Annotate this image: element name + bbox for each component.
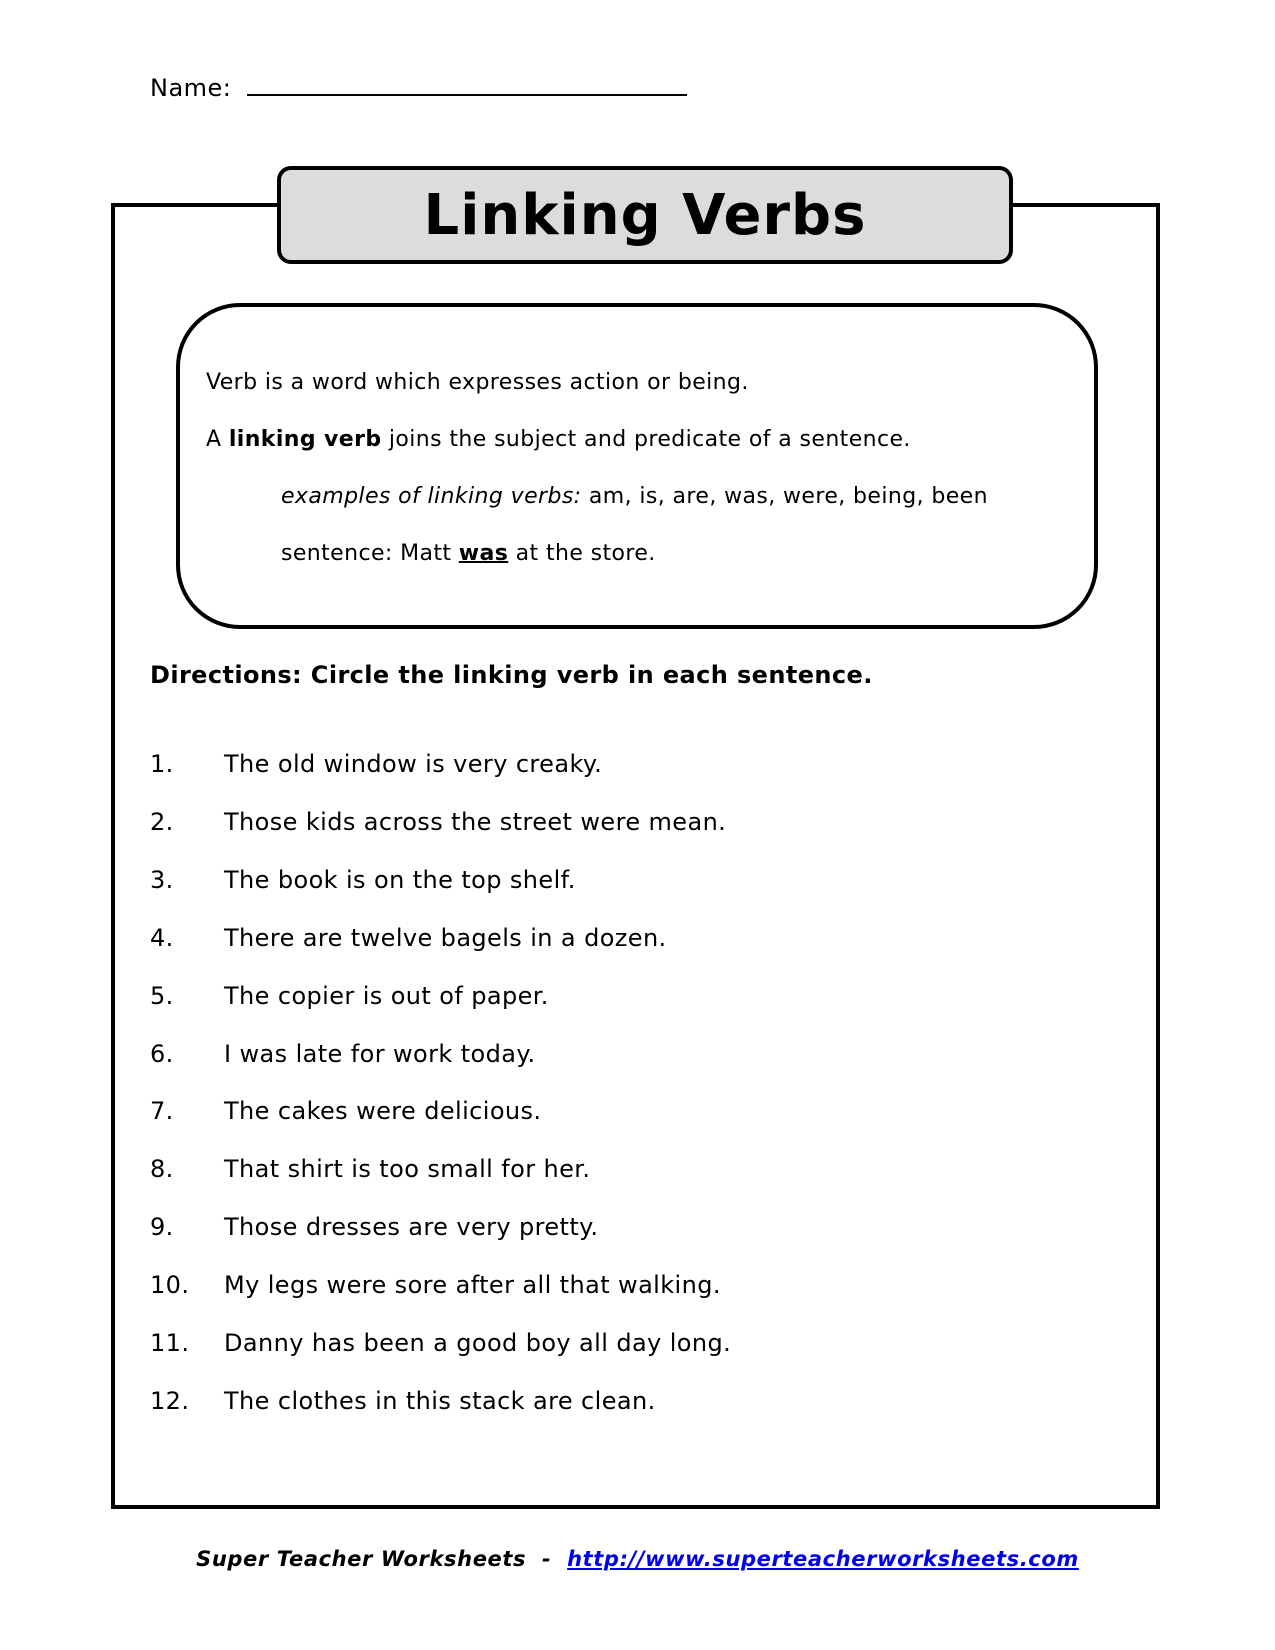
question-number: 10. xyxy=(150,1271,190,1299)
example-sentence-end: at the store. xyxy=(508,541,656,566)
question-sentence: I was late for work today. xyxy=(224,1040,536,1068)
question-number: 4. xyxy=(150,924,174,952)
question-item[interactable] xyxy=(150,982,549,1010)
question-number: 5. xyxy=(150,982,174,1010)
question-number: 12. xyxy=(150,1387,190,1415)
question-sentence: Danny has been a good boy all day long. xyxy=(224,1329,732,1357)
question-number: 6. xyxy=(150,1040,174,1068)
linking-verb-term: linking verb xyxy=(228,427,382,452)
question-item[interactable] xyxy=(150,1329,731,1357)
question-sentence: The book is on the top shelf. xyxy=(224,866,576,894)
question-number: 3. xyxy=(150,866,174,894)
question-sentence: Those dresses are very pretty. xyxy=(224,1213,599,1241)
question-item[interactable] xyxy=(150,1271,721,1299)
question-item[interactable] xyxy=(150,924,667,952)
example-sentence-label: sentence: Matt xyxy=(281,541,459,566)
definition-line-2 xyxy=(206,427,911,452)
footer-brand: Super Teacher Worksheets xyxy=(196,1547,527,1571)
question-item[interactable] xyxy=(150,1387,656,1415)
name-field xyxy=(150,72,687,102)
question-sentence: That shirt is too small for her. xyxy=(224,1155,591,1183)
example-sentence-line xyxy=(281,541,656,566)
definition-line-1: Verb is a word which expresses action or being. xyxy=(206,370,749,395)
question-item[interactable] xyxy=(150,750,602,778)
question-item[interactable] xyxy=(150,866,576,894)
question-item[interactable] xyxy=(150,1213,598,1241)
question-item[interactable] xyxy=(150,1040,536,1068)
question-item[interactable] xyxy=(150,1097,541,1125)
name-blank-line[interactable] xyxy=(247,72,687,96)
question-number: 9. xyxy=(150,1213,174,1241)
question-sentence: The copier is out of paper. xyxy=(224,982,549,1010)
footer-url-link[interactable]: http://www.superteacherworksheets.com xyxy=(567,1547,1079,1571)
question-sentence: There are twelve bagels in a dozen. xyxy=(224,924,667,952)
examples-label: examples of linking verbs: xyxy=(281,484,582,509)
question-sentence: The clothes in this stack are clean. xyxy=(224,1387,656,1415)
question-number: 8. xyxy=(150,1155,174,1183)
directions-text: Directions: Circle the linking verb in each sentence. xyxy=(150,661,873,689)
footer-separator: - xyxy=(526,1547,568,1571)
title-banner xyxy=(277,166,1013,264)
definition-line-2-suffix: joins the subject and predicate of a sentence. xyxy=(381,427,911,452)
name-label: Name: xyxy=(150,74,232,102)
definition-line-2-prefix: A xyxy=(206,427,229,452)
examples-line xyxy=(281,484,988,509)
example-sentence-verb: was xyxy=(458,541,509,566)
footer xyxy=(0,1547,1275,1571)
question-sentence: My legs were sore after all that walking. xyxy=(224,1271,721,1299)
question-number: 11. xyxy=(150,1329,190,1357)
question-sentence: The old window is very creaky. xyxy=(224,750,603,778)
question-number: 7. xyxy=(150,1097,174,1125)
question-number: 1. xyxy=(150,750,174,778)
question-number: 2. xyxy=(150,808,174,836)
question-item[interactable] xyxy=(150,1155,590,1183)
question-sentence: The cakes were delicious. xyxy=(224,1097,542,1125)
question-item[interactable] xyxy=(150,808,726,836)
question-sentence: Those kids across the street were mean. xyxy=(224,808,727,836)
definition-box xyxy=(176,303,1098,629)
examples-list: am, is, are, was, were, being, been xyxy=(581,484,988,509)
page-title: Linking Verbs xyxy=(423,182,867,248)
